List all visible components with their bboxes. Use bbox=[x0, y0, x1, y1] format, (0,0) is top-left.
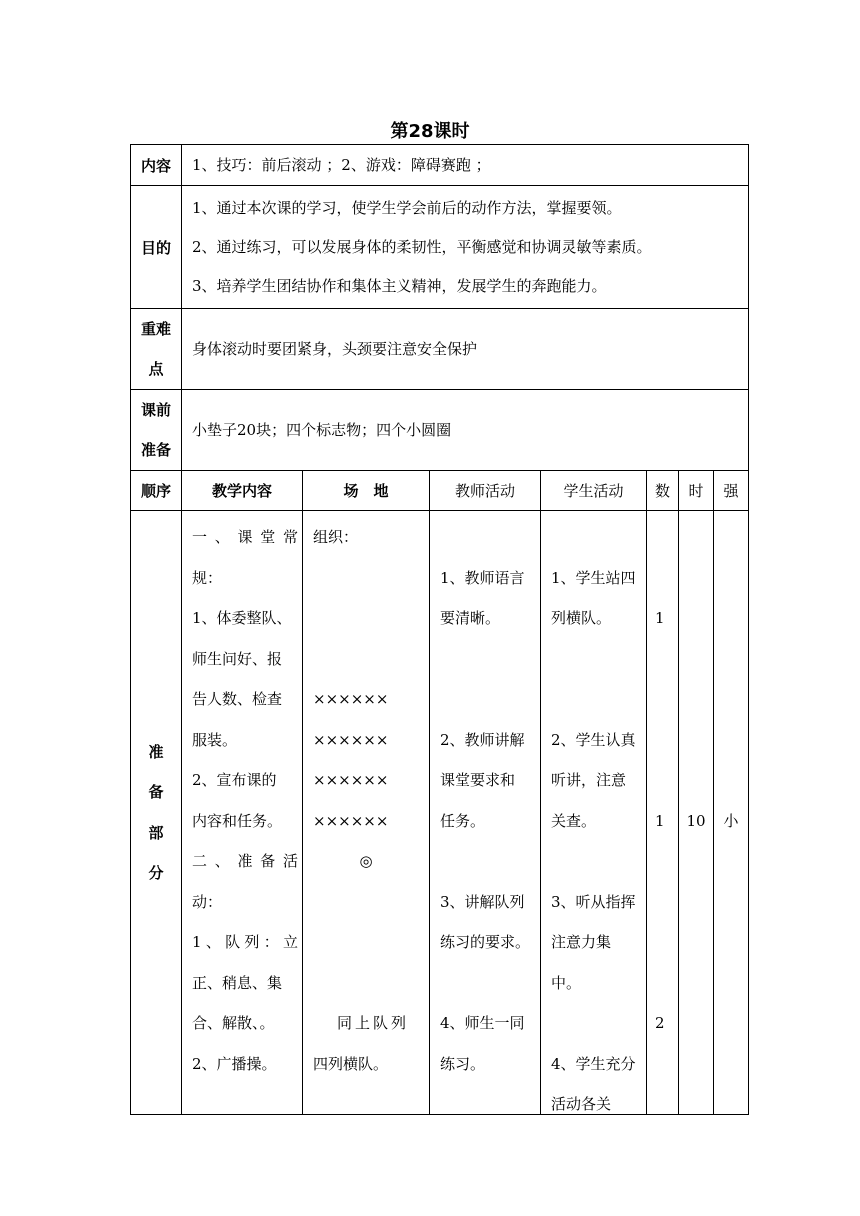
time-column bbox=[679, 511, 714, 1115]
preparation-text: 小垫子20块；四个标志物；四个小圆圈 bbox=[182, 390, 749, 471]
teacher-position-mark: ◎ bbox=[359, 852, 373, 870]
col-header-content: 教学内容 bbox=[182, 471, 303, 511]
intensity-value: 小 bbox=[723, 811, 739, 830]
venue-note: 同上队列 bbox=[337, 1014, 410, 1032]
intensity-column bbox=[714, 511, 749, 1115]
time-value: 10 bbox=[686, 811, 706, 830]
col-header-teacher: 教师活动 bbox=[430, 471, 541, 511]
content-text: 1、技巧：前后滚动 ；2、游戏：障碍赛跑 ； bbox=[182, 145, 749, 186]
formation-row: ×××××× bbox=[313, 811, 389, 830]
formation-row: ×××××× bbox=[313, 690, 389, 708]
content-row bbox=[131, 145, 749, 186]
formation-row: ×××××× bbox=[313, 730, 389, 749]
col-header-student: 学生活动 bbox=[541, 471, 647, 511]
col-header-intensity: 强 bbox=[714, 471, 749, 511]
col-header-venue: 场 地 bbox=[303, 471, 430, 511]
content-label: 内容 bbox=[131, 145, 182, 186]
col-header-count: 数 bbox=[647, 471, 679, 511]
teaching-content: 一、课堂常 规： 1、体委整队、 师生问好、报 告人数、检查 服装。 2、宣布课的 内容和任务。 二、准备活 动： 1、队列：立 正、稍息、集 合、解散、。 2、广播操。 bbox=[182, 511, 303, 1115]
count-column: 1 1 2 bbox=[647, 511, 679, 1115]
preparation-label: 课前 准备 bbox=[131, 390, 182, 471]
key-points-text: 身体滚动时要团紧身，头颈要注意安全保护 bbox=[182, 309, 749, 390]
formation-row: ×××××× bbox=[313, 771, 389, 789]
objectives-list bbox=[182, 186, 749, 309]
lesson-plan-table bbox=[130, 144, 749, 1115]
col-header-order: 顺序 bbox=[131, 471, 182, 511]
objective-item: 1、通过本次课的学习，使学生学会前后的动作方法，掌握要领。 bbox=[192, 198, 622, 217]
col-header-time: 时 bbox=[679, 471, 714, 511]
key-points-row bbox=[131, 309, 749, 390]
venue-note: 四列横队。 bbox=[313, 1054, 389, 1073]
venue-organization bbox=[303, 511, 430, 1115]
objectives-label: 目的 bbox=[131, 186, 182, 309]
preparation-row bbox=[131, 390, 749, 471]
objectives-row bbox=[131, 186, 749, 309]
teacher-activity: 1、教师语言 要清晰。 2、教师讲解 课堂要求和 任务。 3、讲解队列 练习的要求。 4、师生一同 练习。 bbox=[430, 511, 541, 1115]
objective-item: 2、通过练习，可以发展身体的柔韧性，平衡感觉和协调灵敏等素质。 bbox=[192, 237, 652, 256]
organization-label: 组织： bbox=[313, 528, 359, 546]
section-label: 准 备 部 分 bbox=[131, 511, 182, 1115]
column-header-row bbox=[131, 471, 749, 511]
key-points-label: 重难 点 bbox=[131, 309, 182, 390]
student-activity: 1、学生站四 列横队。 2、学生认真 听讲，注意 关查。 3、听从指挥 注意力集 中。 4、学生充分 活动各关 bbox=[541, 511, 647, 1115]
page-title: 第28课时 bbox=[390, 121, 470, 142]
section-row bbox=[131, 511, 749, 1115]
objective-item: 3、培养学生团结协作和集体主义精神，发展学生的奔跑能力。 bbox=[192, 276, 607, 295]
